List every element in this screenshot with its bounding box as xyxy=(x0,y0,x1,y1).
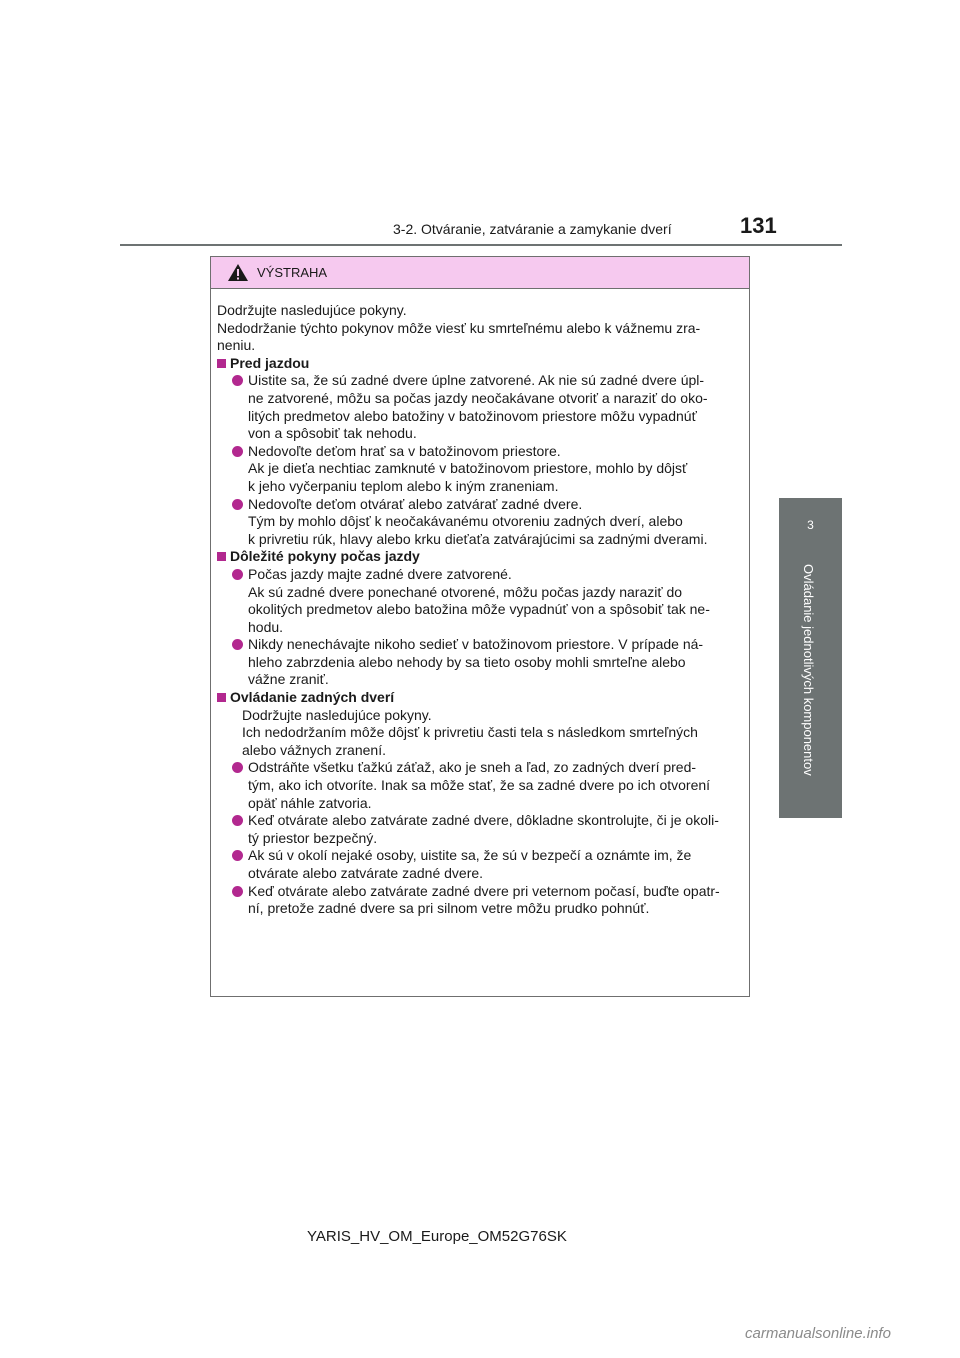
round-bullet-icon xyxy=(232,499,243,510)
square-bullet-icon xyxy=(217,693,226,702)
intro-line: alebo vážnych zranení. xyxy=(242,741,386,758)
item-line: k privretiu rúk, hlavy alebo krku dieťaťa zatvárajúcimi sa zadnými dverami. xyxy=(248,530,708,547)
list-item xyxy=(217,372,743,442)
list-item xyxy=(217,443,743,496)
item-line: Ak sú v okolí nejaké osoby, uistite sa, že sú v bezpečí a oznámte im, že xyxy=(248,847,692,864)
round-bullet-icon xyxy=(232,886,243,897)
item-line: Nikdy nenechávajte nikoho sedieť v batožinovom priestore. V prípade ná- xyxy=(248,636,704,653)
section-heading-text: Pred jazdou xyxy=(230,354,310,371)
item-line: tý priestor bezpečný. xyxy=(248,829,378,846)
header-rule xyxy=(120,244,842,246)
round-bullet-icon xyxy=(232,850,243,861)
item-line: hodu. xyxy=(248,618,284,635)
item-line: Nedovoľte deťom otvárať alebo zatvárať zadné dvere. xyxy=(248,495,583,512)
item-line: Tým by mohlo dôjsť k neočakávanému otvoreniu zadných dverí, alebo xyxy=(248,513,683,530)
section-intro xyxy=(217,707,743,760)
item-line: tým, ako ich otvoríte. Inak sa môže stať, že sa zadné dvere po ich otvorení xyxy=(248,777,711,794)
item-line: ne zatvorené, môžu sa počas jazdy neočakávane otvoriť a naraziť do oko- xyxy=(248,389,708,406)
warning-body xyxy=(211,289,749,918)
item-line: Uistite sa, že sú zadné dvere úplne zatvorené. Ak nie sú zadné dvere úpl- xyxy=(248,372,705,389)
side-tab-chapter-title xyxy=(779,558,842,818)
header-section-title: 3-2. Otváranie, zatváranie a zamykanie dverí xyxy=(393,221,672,237)
list-item xyxy=(217,566,743,636)
item-line: Keď otvárate alebo zatvárate zadné dvere, dôkladne skontrolujte, či je okoli- xyxy=(248,812,719,829)
chapter-title: Ovládanie jednotlivých komponentov xyxy=(801,564,816,776)
footer-document-code: YARIS_HV_OM_Europe_OM52G76SK xyxy=(307,1228,567,1245)
item-line: ní, pretože zadné dvere sa pri silnom vetre môžu prudko pohnúť. xyxy=(248,900,650,917)
side-tab-chapter-number xyxy=(779,498,842,558)
square-bullet-icon xyxy=(217,552,226,561)
page-number: 131 xyxy=(740,213,777,238)
round-bullet-icon xyxy=(232,375,243,386)
round-bullet-icon xyxy=(232,569,243,580)
section-heading-text: Dôležité pokyny počas jazdy xyxy=(230,548,420,565)
item-line: otvárate alebo zatvárate zadné dvere. xyxy=(248,865,484,881)
warning-triangle-icon xyxy=(227,263,249,282)
list-item xyxy=(217,847,743,882)
item-line: Keď otvárate alebo zatvárate zadné dvere pri veternom počasí, buďte opatr- xyxy=(248,882,720,899)
item-line: vážne zraniť. xyxy=(248,671,329,688)
warning-box xyxy=(210,256,750,997)
round-bullet-icon xyxy=(232,446,243,457)
list-item xyxy=(217,883,743,918)
section-heading-before-driving xyxy=(217,355,743,373)
round-bullet-icon xyxy=(232,762,243,773)
warning-header xyxy=(211,257,749,289)
item-line: Odstráňte všetku ťažkú záťaž, ako je sneh a ľad, zo zadných dverí pred- xyxy=(248,759,697,776)
intro-line: Dodržujte nasledujúce pokyny. xyxy=(242,706,432,723)
item-line: okolitých predmetov alebo batožina môže vypadnúť von a spôsobiť tak ne- xyxy=(248,601,710,618)
item-line: Nedovoľte deťom hrať sa v batožinovom priestore. xyxy=(248,442,561,459)
item-line: hleho zabrzdenia alebo nehody by sa tieto osoby mohli smrteľne alebo xyxy=(248,653,686,670)
square-bullet-icon xyxy=(217,359,226,368)
list-item xyxy=(217,636,743,689)
intro-line: Nedodržanie týchto pokynov môže viesť ku smrteľnému alebo k vážnemu zra- xyxy=(217,319,701,336)
warning-intro xyxy=(217,302,743,355)
intro-line: neniu. xyxy=(217,337,256,354)
round-bullet-icon xyxy=(232,639,243,650)
list-item xyxy=(217,812,743,847)
warning-title: VÝSTRAHA xyxy=(257,265,328,280)
section-heading-text: Ovládanie zadných dverí xyxy=(230,689,395,706)
item-line: Ak sú zadné dvere ponechané otvorené, môžu počas jazdy naraziť do xyxy=(248,583,683,600)
item-line: k jeho vyčerpaniu teplom alebo k iným zraneniam. xyxy=(248,477,559,494)
section-heading-while-driving xyxy=(217,548,743,566)
item-line: litých predmetov alebo batožiny v batožinovom priestore môžu vypadnúť xyxy=(248,407,697,424)
item-line: opäť náhle zatvoria. xyxy=(248,794,372,811)
item-line: Počas jazdy majte zadné dvere zatvorené. xyxy=(248,565,512,582)
watermark: carmanualsonline.info xyxy=(745,1325,891,1342)
intro-line: Ich nedodržaním môže dôjsť k privretiu časti tela s následkom smrteľných xyxy=(242,724,698,741)
item-line: von a spôsobiť tak nehodu. xyxy=(248,425,417,442)
item-line: Ak je dieťa nechtiac zamknuté v batožinovom priestore, mohlo by dôjsť xyxy=(248,460,688,477)
chapter-number: 3 xyxy=(807,518,814,532)
list-item xyxy=(217,496,743,549)
round-bullet-icon xyxy=(232,815,243,826)
list-item xyxy=(217,759,743,812)
section-heading-tailgate-operation xyxy=(217,689,743,707)
intro-line: Dodržujte nasledujúce pokyny. xyxy=(217,302,407,318)
